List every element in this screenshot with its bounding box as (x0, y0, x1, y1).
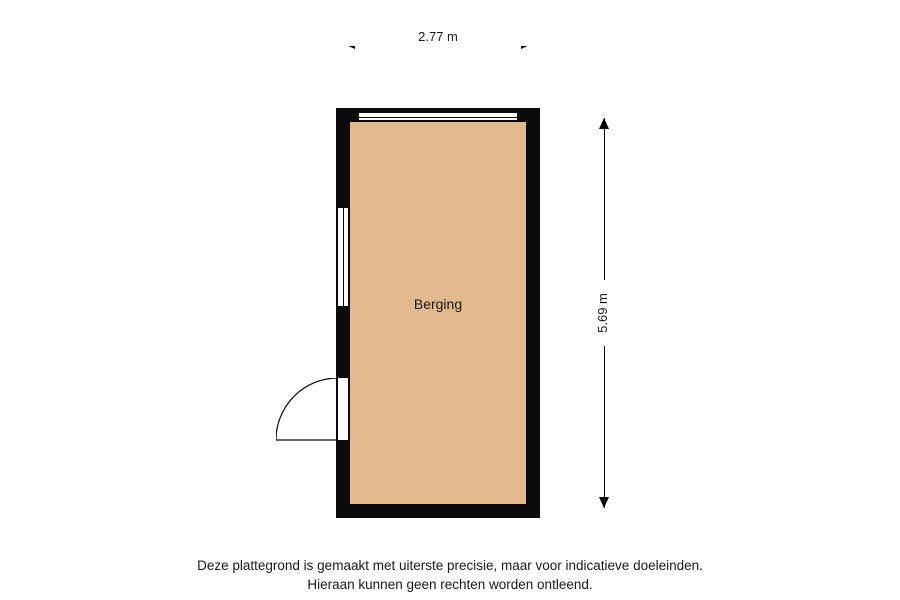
dimension-height-label: 5.69 m (571, 280, 635, 346)
window-top (359, 112, 517, 121)
dimension-height-arrow-bottom-icon (599, 497, 609, 508)
disclaimer (0, 556, 900, 594)
window-left-mullion (343, 208, 344, 306)
dimension-height (592, 118, 618, 508)
disclaimer-line-1: Deze plattegrond is gemaakt met uiterste precisie, maar voor indicatieve doeleinden. (197, 558, 703, 573)
dimension-width-label: 2.77 m (344, 28, 532, 46)
dimension-height-arrow-top-icon (599, 118, 609, 129)
window-top-mullion (359, 117, 517, 118)
door-swing-arc-icon (276, 378, 338, 442)
room-berging (350, 122, 526, 504)
dimension-width (344, 29, 532, 56)
window-left (337, 208, 349, 306)
door-opening-left (337, 378, 349, 440)
building-outline (336, 108, 540, 518)
disclaimer-line-2: Hieraan kunnen geen rechten worden ontleend. (307, 577, 593, 592)
room-label-berging: Berging (413, 296, 463, 312)
